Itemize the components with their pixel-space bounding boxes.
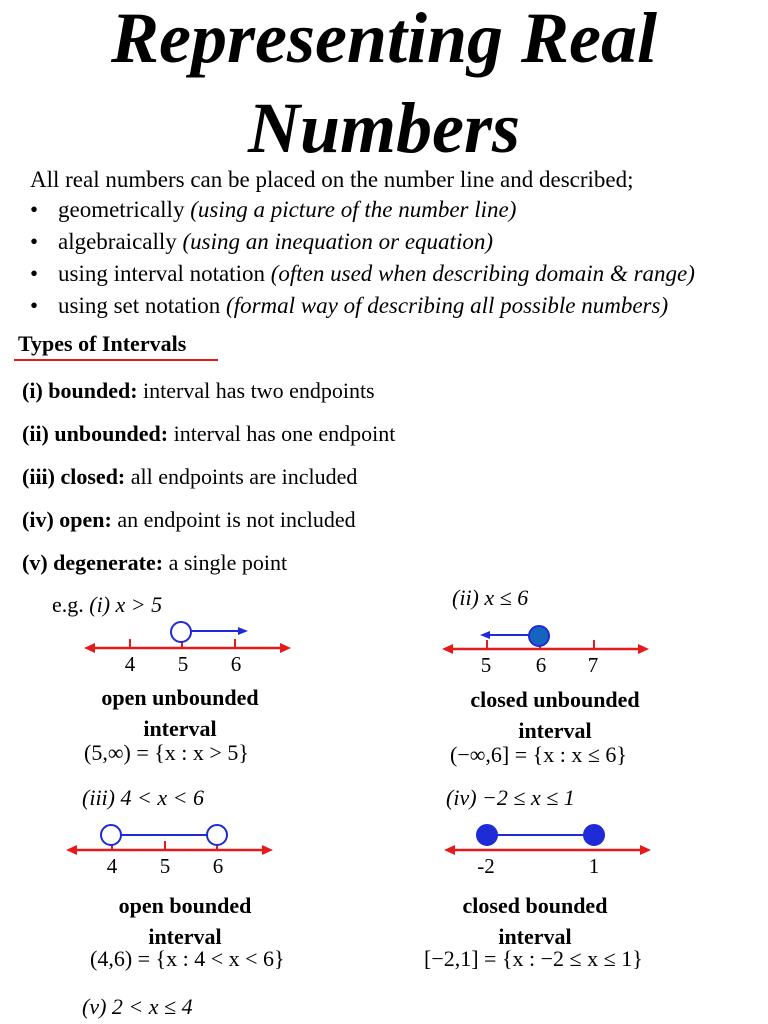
list-item xyxy=(22,420,395,463)
example-3-caption: open bounded interval xyxy=(118,893,252,949)
right-arrow-icon xyxy=(280,643,291,653)
tick-label: 5 xyxy=(159,854,171,878)
bullet-note: (often used when describing domain & range) xyxy=(270,261,695,286)
inequality-label: (i) x > 5 xyxy=(89,592,163,617)
list-item xyxy=(22,377,395,420)
tick-label: 6 xyxy=(535,653,547,677)
left-arrow-icon xyxy=(444,845,455,855)
number-line-example-4 xyxy=(440,818,655,880)
bullet-label: geometrically xyxy=(58,197,191,222)
ray-arrow-icon xyxy=(238,627,248,635)
open-endpoint xyxy=(207,825,227,845)
page-title-line-2: Numbers xyxy=(247,88,521,168)
bullet-label: algebraically xyxy=(58,229,183,254)
closed-endpoint xyxy=(584,825,604,845)
interval-types-list xyxy=(22,377,395,592)
ray-arrow-icon xyxy=(480,631,490,639)
closed-endpoint xyxy=(529,626,549,646)
tick-label: 4 xyxy=(124,652,136,676)
example-2-caption: closed unbounded interval xyxy=(470,687,640,743)
open-endpoint xyxy=(101,825,121,845)
type-term: (v) degenerate: xyxy=(22,550,164,575)
types-heading: Types of Intervals xyxy=(18,331,187,356)
example-2-label: (ii) x ≤ 6 xyxy=(452,585,529,610)
list-item xyxy=(22,463,395,506)
type-term: (iv) open: xyxy=(22,507,112,532)
type-term: (ii) unbounded: xyxy=(22,421,169,446)
tick-label: 7 xyxy=(587,653,599,677)
example-3-label: (iii) 4 < x < 6 xyxy=(82,785,204,810)
bullet-note: (using an inequation or equation) xyxy=(182,229,493,254)
list-item xyxy=(30,228,695,260)
tick-label: 6 xyxy=(212,854,224,878)
type-term: (iii) closed: xyxy=(22,464,126,489)
type-description: an endpoint is not included xyxy=(111,507,356,532)
page-title-line-1: Representing Real xyxy=(110,0,657,78)
example-4-label: (iv) −2 ≤ x ≤ 1 xyxy=(446,785,575,810)
type-description: interval has one endpoint xyxy=(168,421,396,446)
example-2-set-notation: (−∞,6] = {x : x ≤ 6} xyxy=(450,742,627,767)
right-arrow-icon xyxy=(638,644,649,654)
list-item xyxy=(22,549,395,592)
example-4-caption: closed bounded interval xyxy=(462,893,608,949)
bullet-label: using set notation xyxy=(58,293,227,318)
left-arrow-icon xyxy=(84,643,95,653)
open-endpoint xyxy=(171,622,191,642)
list-item xyxy=(30,260,695,292)
example-4-set-notation: [−2,1] = {x : −2 ≤ x ≤ 1} xyxy=(424,946,643,971)
description-methods-list xyxy=(30,196,695,324)
tick-label: 6 xyxy=(230,652,242,676)
right-arrow-icon xyxy=(640,845,651,855)
closed-endpoint xyxy=(477,825,497,845)
intro-text: All real numbers can be placed on the number line and described; xyxy=(30,167,634,192)
left-arrow-icon xyxy=(442,644,453,654)
type-description: a single point xyxy=(163,550,288,575)
example-1-set-notation: (5,∞) = {x : x > 5} xyxy=(84,740,249,765)
tick-label: -2 xyxy=(477,854,495,878)
type-description: all endpoints are included xyxy=(125,464,358,489)
number-line-example-3 xyxy=(62,818,277,880)
eg-prefix: e.g. xyxy=(52,592,90,617)
list-item xyxy=(30,196,695,228)
tick-label: 5 xyxy=(480,653,492,677)
example-5-label: (v) 2 < x ≤ 4 xyxy=(82,994,193,1019)
bullet-label: using interval notation xyxy=(58,261,271,286)
tick-label: 1 xyxy=(588,854,600,878)
bullet-note: (formal way of describing all possible numbers) xyxy=(226,293,669,318)
number-line-example-2 xyxy=(438,615,653,680)
number-line-example-1 xyxy=(80,615,295,680)
type-term: (i) bounded: xyxy=(22,378,138,403)
heading-underline xyxy=(14,359,218,361)
list-item xyxy=(22,506,395,549)
type-description: interval has two endpoints xyxy=(137,378,375,403)
bullet-note: (using a picture of the number line) xyxy=(190,197,517,222)
example-3-set-notation: (4,6) = {x : 4 < x < 6} xyxy=(90,946,285,971)
tick-label: 5 xyxy=(177,652,189,676)
right-arrow-icon xyxy=(262,845,273,855)
tick-label: 4 xyxy=(106,854,118,878)
list-item xyxy=(30,292,695,324)
left-arrow-icon xyxy=(66,845,77,855)
example-1-caption: open unbounded interval xyxy=(101,685,259,741)
